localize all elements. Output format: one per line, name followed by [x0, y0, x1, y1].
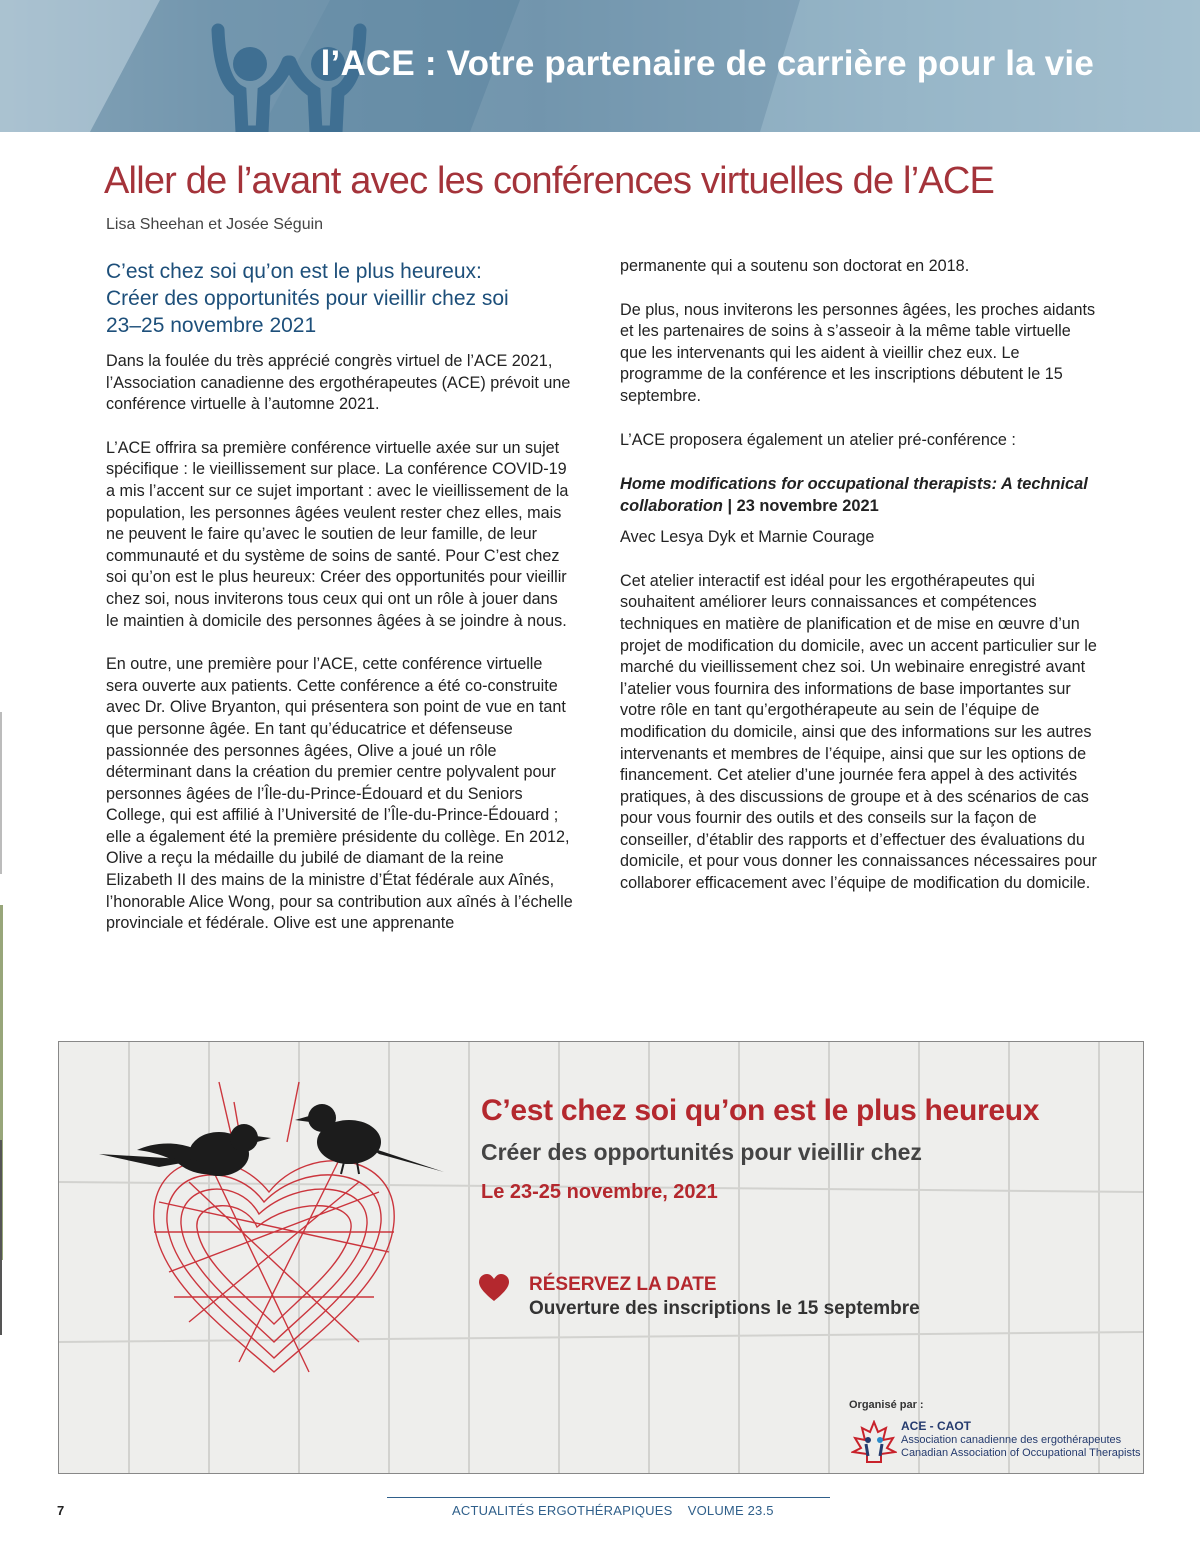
workshop-date: | 23 novembre 2021	[722, 497, 879, 516]
ad-title: C’est chez soi qu’on est le plus heureux	[481, 1094, 1040, 1127]
birds-and-nest-illustration	[59, 1042, 479, 1473]
left-column	[106, 258, 574, 957]
right-column	[620, 258, 1102, 917]
maple-leaf-logo-icon	[851, 1420, 897, 1464]
article-title: Aller de l’avant avec les conférences virtuelles de l’ACE	[104, 160, 995, 202]
workshop-presenters: Avec Lesya Dyk et Marnie Courage	[620, 528, 875, 547]
ad-registration-note: Ouverture des inscriptions le 15 septembre	[529, 1298, 920, 1319]
heart-icon	[479, 1274, 509, 1302]
caot-identity	[901, 1420, 1141, 1460]
page-banner	[0, 0, 1200, 132]
banner-title: l’ACE : Votre partenaire de carrière pour la vie	[320, 44, 1094, 83]
conference-ad	[58, 1041, 1144, 1474]
paragraph: De plus, nous inviterons les personnes âgées, les proches aidants et les partenaires de soins à s’asseoir à la même table virtuelle que les intervenants qui les aident à vieillir chez eux. Le programme de la conférence et les inscriptions débutent le 15 septembre.	[620, 300, 1096, 405]
ad-organized-by: Organisé par :	[849, 1399, 924, 1411]
footer-publication: ACTUALITÉS ERGOTHÉRAPIQUES VOLUME 23.5	[452, 1503, 774, 1518]
paragraph: En outre, une première pour l’ACE, cette conférence virtuelle sera ouverte aux patients. Cette conférence a été co-construite avec Dr. Olive Bryanton, qui présentera son point de vue en tant que personne âgée. En tant qu’éducatrice et défenseuse passionnée des personnes âgées, Olive a joué un rôle déterminant dans la création du premier centre polyvalent pour personnes âgées de l’Île-du-Prince-Édouard et du Seniors College, qui est affilié à l’Université de l’Île-du-Prince-Édouard ; elle a également été la première présidente du collège. En 2012, Olive a reçu la médaille du jubilé de diamant de la reine Elizabeth II des mains de la ministre d’État fédérale aux Aînés, l’honorable Alice Wong, pour sa contribution aux aînés à l’échelle provinciale et fédérale. Olive est une apprenante	[106, 655, 573, 933]
workshop-description: Cet atelier interactif est idéal pour les ergothérapeutes qui souhaitent améliorer leurs connaissances et compétences techniques en matière de planification et de mise en œuvre d’un projet de modification du domicile, avec un accent particulier sur le marché du vieillissement chez soi. Un webinaire enregistré avant l’atelier vous fournira des informations de base importantes sur votre rôle en tant qu’ergothérapeute au sein de l’équipe de modification du domicile, ainsi que des informations sur les autres intervenants et membres de l’équipe, ainsi que sur les options de financement. Cet atelier d’une journée fera appel à des activités pratiques, à des discussions de groupe et à des scénarios de cas pour vous fournir des outils et des conseils sur la façon de conseiller, d’établir des rapports et d’effectuer des évaluations du domicile, et pour vous donner les connaissances nécessaires pour collaborer efficacement avec l’équipe de modification du domicile.	[620, 571, 1097, 893]
ad-date: Le 23-25 novembre, 2021	[481, 1181, 718, 1203]
bird-icon	[295, 1104, 444, 1174]
ad-reserve-date: RÉSERVEZ LA DATE	[529, 1274, 717, 1295]
margin-mark	[0, 1140, 2, 1335]
caot-name-fr: Association canadienne des ergothérapeutes	[901, 1434, 1122, 1446]
workshop-title	[620, 473, 1102, 517]
bird-icon	[99, 1124, 271, 1176]
subhead-line: C’est chez soi qu’on est le plus heureux:	[106, 260, 482, 283]
ad-subtitle: Créer des opportunités pour vieillir chez	[481, 1139, 922, 1165]
paragraph: L’ACE offrira sa première conférence virtuelle axée sur un sujet spécifique : le vieillissement sur place. La conférence COVID-19 a mis l’accent sur ce sujet important : avec le vieillissement de la population, les personnes âgées veulent rester chez elles, mais ne peuvent le faire qu’avec le soutien de leur famille, de leur communauté et du système de soins de santé. Pour C’est chez soi qu’on est le plus heureux: Créer des opportunités pour vieillir chez soi, nous inviterons tous ceux qui ont un rôle à jouer dans le maintien à domicile des personnes âgées à se joindre à nous.	[106, 438, 569, 630]
caot-acronym: ACE - CAOT	[901, 1419, 971, 1433]
footer-rule	[387, 1497, 830, 1498]
paragraph: Dans la foulée du très apprécié congrès virtuel de l’ACE 2021, l’Association canadienne des ergothérapeutes (ACE) prévoit une conférence virtuelle à l’automne 2021.	[106, 352, 571, 414]
margin-mark	[0, 712, 2, 874]
caot-name-en: Canadian Association of Occupational Therapists	[901, 1447, 1141, 1459]
subhead-line: 23–25 novembre 2021	[106, 314, 317, 337]
subhead-line: Créer des opportunités pour vieillir chez soi	[106, 287, 509, 310]
paragraph: permanente qui a soutenu son doctorat en 2018.	[620, 257, 970, 275]
article-authors: Lisa Sheehan et Josée Séguin	[106, 216, 324, 233]
conference-subhead	[106, 258, 574, 339]
page-number: 7	[57, 1503, 65, 1518]
workshop-name: Home modifications for occupational therapists: A technical collaboration	[620, 475, 1088, 516]
paragraph: L’ACE proposera également un atelier pré-conférence :	[620, 430, 1016, 449]
